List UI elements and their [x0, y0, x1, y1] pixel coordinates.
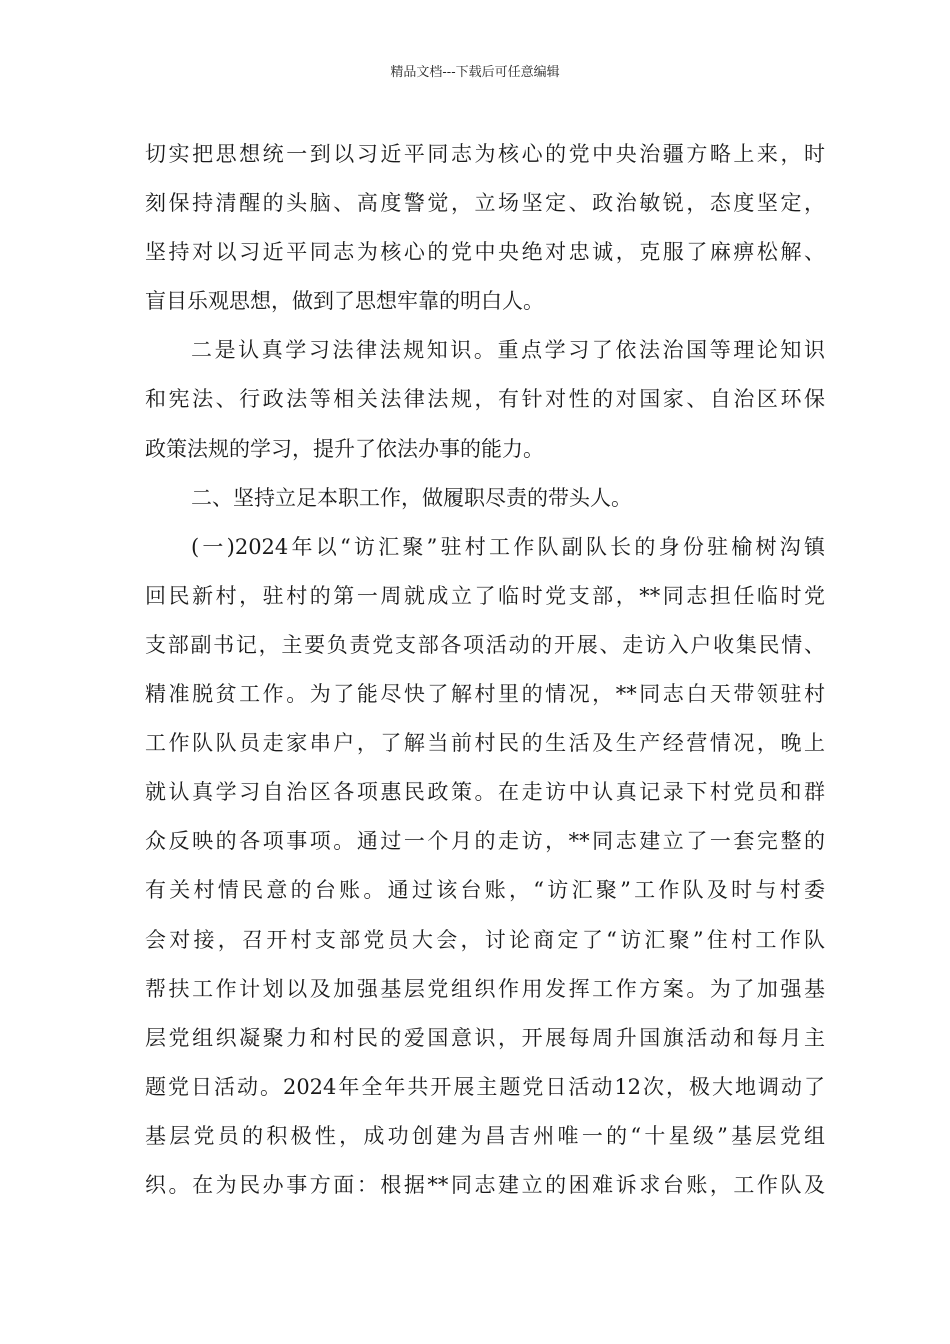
- text-line: 层党组织凝聚力和村民的爱国意识，开展每周升国旗活动和每月主: [145, 1025, 825, 1050]
- text-line: 刻保持清醒的头脑、高度警觉，立场坚定、政治敏锐，态度坚定，: [145, 191, 825, 216]
- text-line: 题党日活动。2024年全年共开展主题党日活动12次，极大地调动了: [145, 1074, 825, 1099]
- text-line: 会对接，召开村支部党员大会，讨论商定了“访汇聚”住村工作队: [145, 927, 825, 952]
- text-line: 就认真学习自治区各项惠民政策。在走访中认真记录下村党员和群: [145, 780, 825, 805]
- text-line: 支部副书记，主要负责党支部各项活动的开展、走访入户收集民情、: [145, 632, 825, 657]
- paragraph-first-line: 二、坚持立足本职工作，做履职尽责的带头人。: [191, 485, 632, 510]
- text-line: 和宪法、行政法等相关法律法规，有针对性的对国家、自治区环保: [145, 387, 825, 412]
- text-line: 坚持对以习近平同志为核心的党中央绝对忠诚，克服了麻痹松解、: [145, 240, 825, 265]
- text-line: 基层党员的积极性，成功创建为昌吉州唯一的“十星级”基层党组: [145, 1123, 825, 1148]
- text-line: 众反映的各项事项。通过一个月的走访，**同志建立了一套完整的: [145, 829, 825, 854]
- page-header: 精品文档---下载后可任意编辑: [390, 65, 560, 80]
- text-line: 政策法规的学习，提升了依法办事的能力。: [145, 436, 544, 461]
- paragraph-first-line: 二是认真学习法律法规知识。重点学习了依法治国等理论知识: [191, 338, 825, 363]
- text-line: 工作队队员走家串户，了解当前村民的生活及生产经营情况，晚上: [145, 731, 825, 756]
- text-line: 回民新村，驻村的第一周就成立了临时党支部，**同志担任临时党: [145, 583, 825, 608]
- text-line: 盲目乐观思想，做到了思想牢靠的明白人。: [145, 289, 544, 314]
- paragraph-first-line: (一)2024年以“访汇聚”驻村工作队副队长的身份驻榆树沟镇: [191, 534, 825, 559]
- text-line: 精准脱贫工作。为了能尽快了解村里的情况，**同志白天带领驻村: [145, 682, 825, 707]
- text-line: 帮扶工作计划以及加强基层党组织作用发挥工作方案。为了加强基: [145, 976, 825, 1001]
- document-body: [145, 130, 825, 1210]
- text-line: 有关村情民意的台账。通过该台账，“访汇聚”工作队及时与村委: [145, 878, 825, 903]
- text-line: 织。在为民办事方面：根据**同志建立的困难诉求台账，工作队及: [145, 1172, 825, 1197]
- text-line: 切实把思想统一到以习近平同志为核心的党中央治疆方略上来，时: [145, 142, 825, 166]
